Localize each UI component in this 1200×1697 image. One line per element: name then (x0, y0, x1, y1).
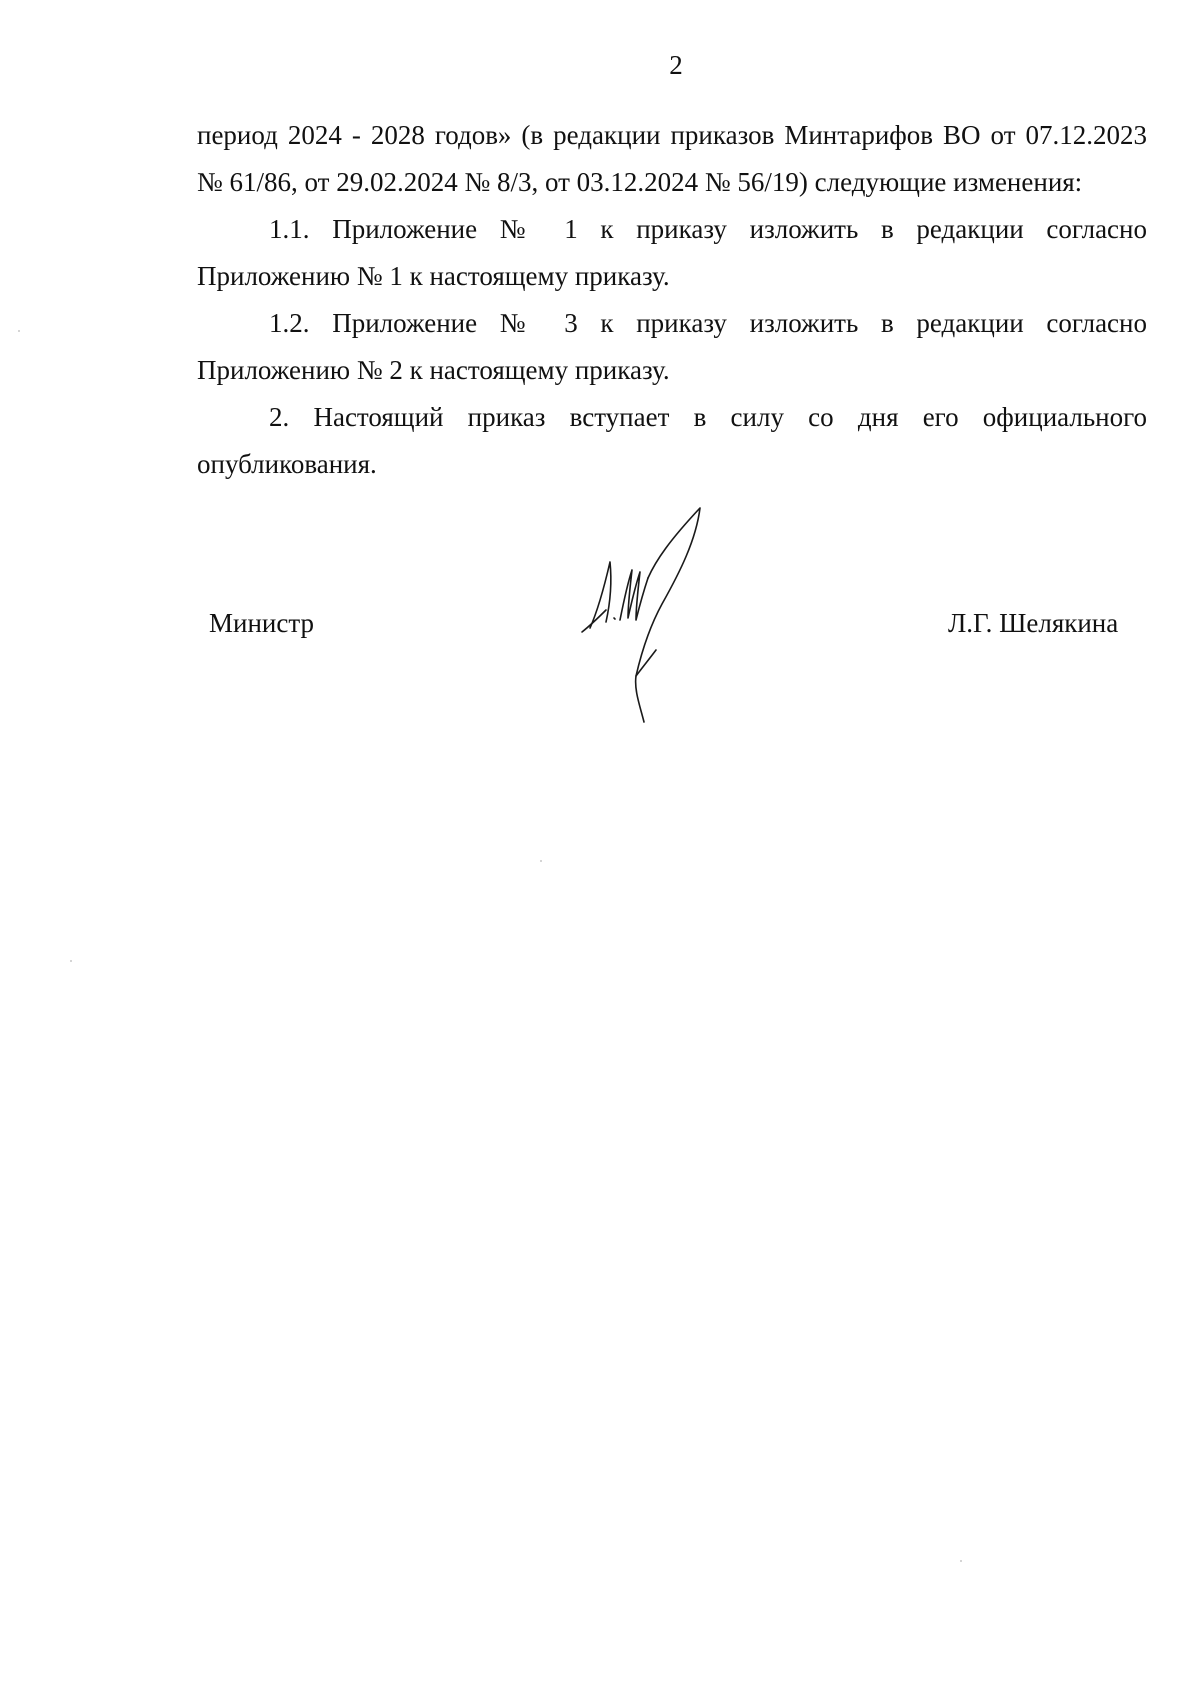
scan-speck (70, 960, 72, 962)
scan-speck (960, 1560, 962, 1562)
text-line: 1.2. Приложение № 3 к приказу изложить в редакции согласно (269, 308, 1147, 338)
paragraph-amendments-intro (197, 112, 1147, 206)
paragraph-item-1-2 (197, 300, 1147, 394)
scan-speck (540, 860, 542, 862)
paragraph-item-2 (197, 394, 1147, 488)
text-line: Приложению № 1 к настоящему приказу. (197, 261, 670, 291)
text-line: 1.1. Приложение № 1 к приказу изложить в редакции согласно (269, 214, 1147, 244)
signature-block (0, 600, 1200, 740)
signer-position: Министр (209, 608, 314, 638)
text-line: период 2024 - 2028 годов» (в редакции приказов Минтарифов ВО от 07.12.2023 (197, 120, 1147, 150)
scan-speck (18, 330, 20, 332)
document-body (197, 112, 1147, 488)
text-line: 2. Настоящий приказ вступает в силу со дня его официального (269, 402, 1147, 432)
text-line: опубликования. (197, 449, 377, 479)
page-number: 2 (669, 50, 683, 80)
paragraph-item-1-1 (197, 206, 1147, 300)
signer-name: Л.Г. Шелякина (948, 608, 1119, 638)
handwritten-signature (570, 500, 740, 730)
text-line: Приложению № 2 к настоящему приказу. (197, 355, 670, 385)
text-line: № 61/86, от 29.02.2024 № 8/3, от 03.12.2024 № 56/19) следующие изменения: (197, 167, 1083, 197)
